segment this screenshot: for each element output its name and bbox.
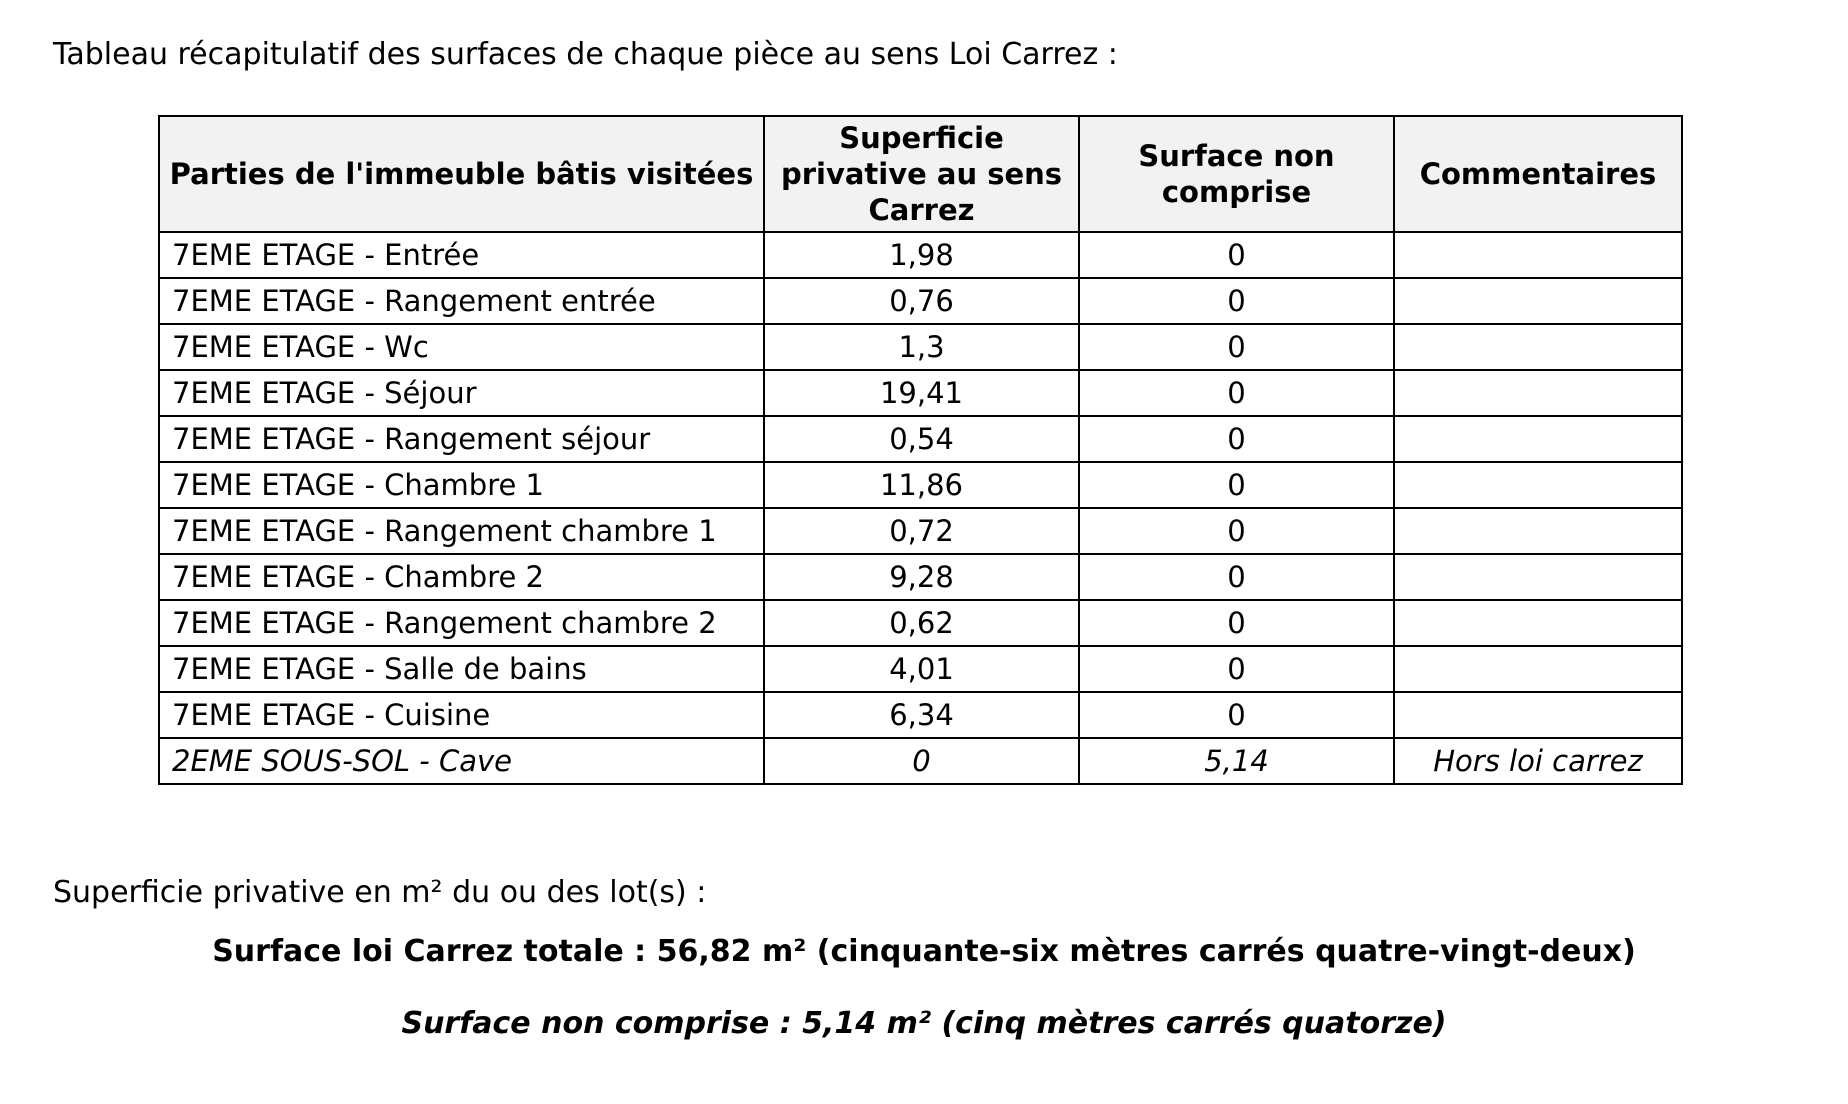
carrez-cell: 0,76: [764, 278, 1079, 324]
comment-cell: [1394, 324, 1682, 370]
comment-cell: [1394, 232, 1682, 278]
room-cell: 7EME ETAGE - Séjour: [159, 370, 764, 416]
non-comprise-cell: 0: [1079, 462, 1394, 508]
table-row: [159, 462, 1682, 508]
carrez-cell: 1,3: [764, 324, 1079, 370]
header-non-included-area: Surface non comprise: [1079, 116, 1394, 232]
table-header: [159, 116, 1682, 232]
comment-cell: Hors loi carrez: [1394, 738, 1682, 784]
non-comprise-cell: 0: [1079, 554, 1394, 600]
room-cell: 7EME ETAGE - Cuisine: [159, 692, 764, 738]
room-cell: 7EME ETAGE - Chambre 1: [159, 462, 764, 508]
comment-cell: [1394, 416, 1682, 462]
comment-cell: [1394, 278, 1682, 324]
comment-cell: [1394, 370, 1682, 416]
carrez-cell: 1,98: [764, 232, 1079, 278]
header-row: [159, 116, 1682, 232]
comment-cell: [1394, 600, 1682, 646]
room-cell: 7EME ETAGE - Rangement chambre 2: [159, 600, 764, 646]
non-comprise-cell: 0: [1079, 600, 1394, 646]
comment-cell: [1394, 462, 1682, 508]
table-row: [159, 324, 1682, 370]
carrez-cell: 0,62: [764, 600, 1079, 646]
room-cell: 7EME ETAGE - Rangement chambre 1: [159, 508, 764, 554]
total-non-included-area: Surface non comprise : 5,14 m² (cinq mètres carrés quatorze): [401, 1006, 1447, 1041]
table-row: [159, 416, 1682, 462]
carrez-surface-table: [158, 115, 1683, 785]
table-row: [159, 554, 1682, 600]
table-row: [159, 692, 1682, 738]
carrez-cell: 6,34: [764, 692, 1079, 738]
carrez-cell: 9,28: [764, 554, 1079, 600]
total-carrez-area: Surface loi Carrez totale : 56,82 m² (cinquante-six mètres carrés quatre-vingt-deux): [212, 934, 1636, 969]
non-comprise-cell: 5,14: [1079, 738, 1394, 784]
room-cell: 7EME ETAGE - Salle de bains: [159, 646, 764, 692]
room-cell: 7EME ETAGE - Rangement entrée: [159, 278, 764, 324]
table-row: [159, 646, 1682, 692]
comment-cell: [1394, 692, 1682, 738]
intro-text: Tableau récapitulatif des surfaces de chaque pièce au sens Loi Carrez :: [53, 37, 1118, 72]
room-cell: 7EME ETAGE - Rangement séjour: [159, 416, 764, 462]
comment-cell: [1394, 554, 1682, 600]
table-row: [159, 370, 1682, 416]
non-comprise-cell: 0: [1079, 278, 1394, 324]
room-cell: 2EME SOUS-SOL - Cave: [159, 738, 764, 784]
non-comprise-cell: 0: [1079, 416, 1394, 462]
carrez-cell: 0,72: [764, 508, 1079, 554]
non-comprise-cell: 0: [1079, 508, 1394, 554]
non-comprise-cell: 0: [1079, 324, 1394, 370]
carrez-cell: 0: [764, 738, 1079, 784]
comment-cell: [1394, 646, 1682, 692]
room-cell: 7EME ETAGE - Chambre 2: [159, 554, 764, 600]
room-cell: 7EME ETAGE - Wc: [159, 324, 764, 370]
carrez-cell: 19,41: [764, 370, 1079, 416]
summary-subtitle: Superficie privative en m² du ou des lot(s) :: [53, 875, 707, 910]
comment-cell: [1394, 508, 1682, 554]
non-comprise-cell: 0: [1079, 646, 1394, 692]
non-comprise-cell: 0: [1079, 370, 1394, 416]
table-row: [159, 508, 1682, 554]
header-comments: Commentaires: [1394, 116, 1682, 232]
header-room: Parties de l'immeuble bâtis visitées: [159, 116, 764, 232]
room-cell: 7EME ETAGE - Entrée: [159, 232, 764, 278]
carrez-cell: 0,54: [764, 416, 1079, 462]
non-comprise-cell: 0: [1079, 232, 1394, 278]
table-row: [159, 278, 1682, 324]
table-row: [159, 600, 1682, 646]
table-row: [159, 738, 1682, 784]
non-comprise-cell: 0: [1079, 692, 1394, 738]
carrez-cell: 11,86: [764, 462, 1079, 508]
table-row: [159, 232, 1682, 278]
carrez-cell: 4,01: [764, 646, 1079, 692]
header-carrez-area: Superficie privative au sens Carrez: [764, 116, 1079, 232]
table-body: [159, 232, 1682, 784]
